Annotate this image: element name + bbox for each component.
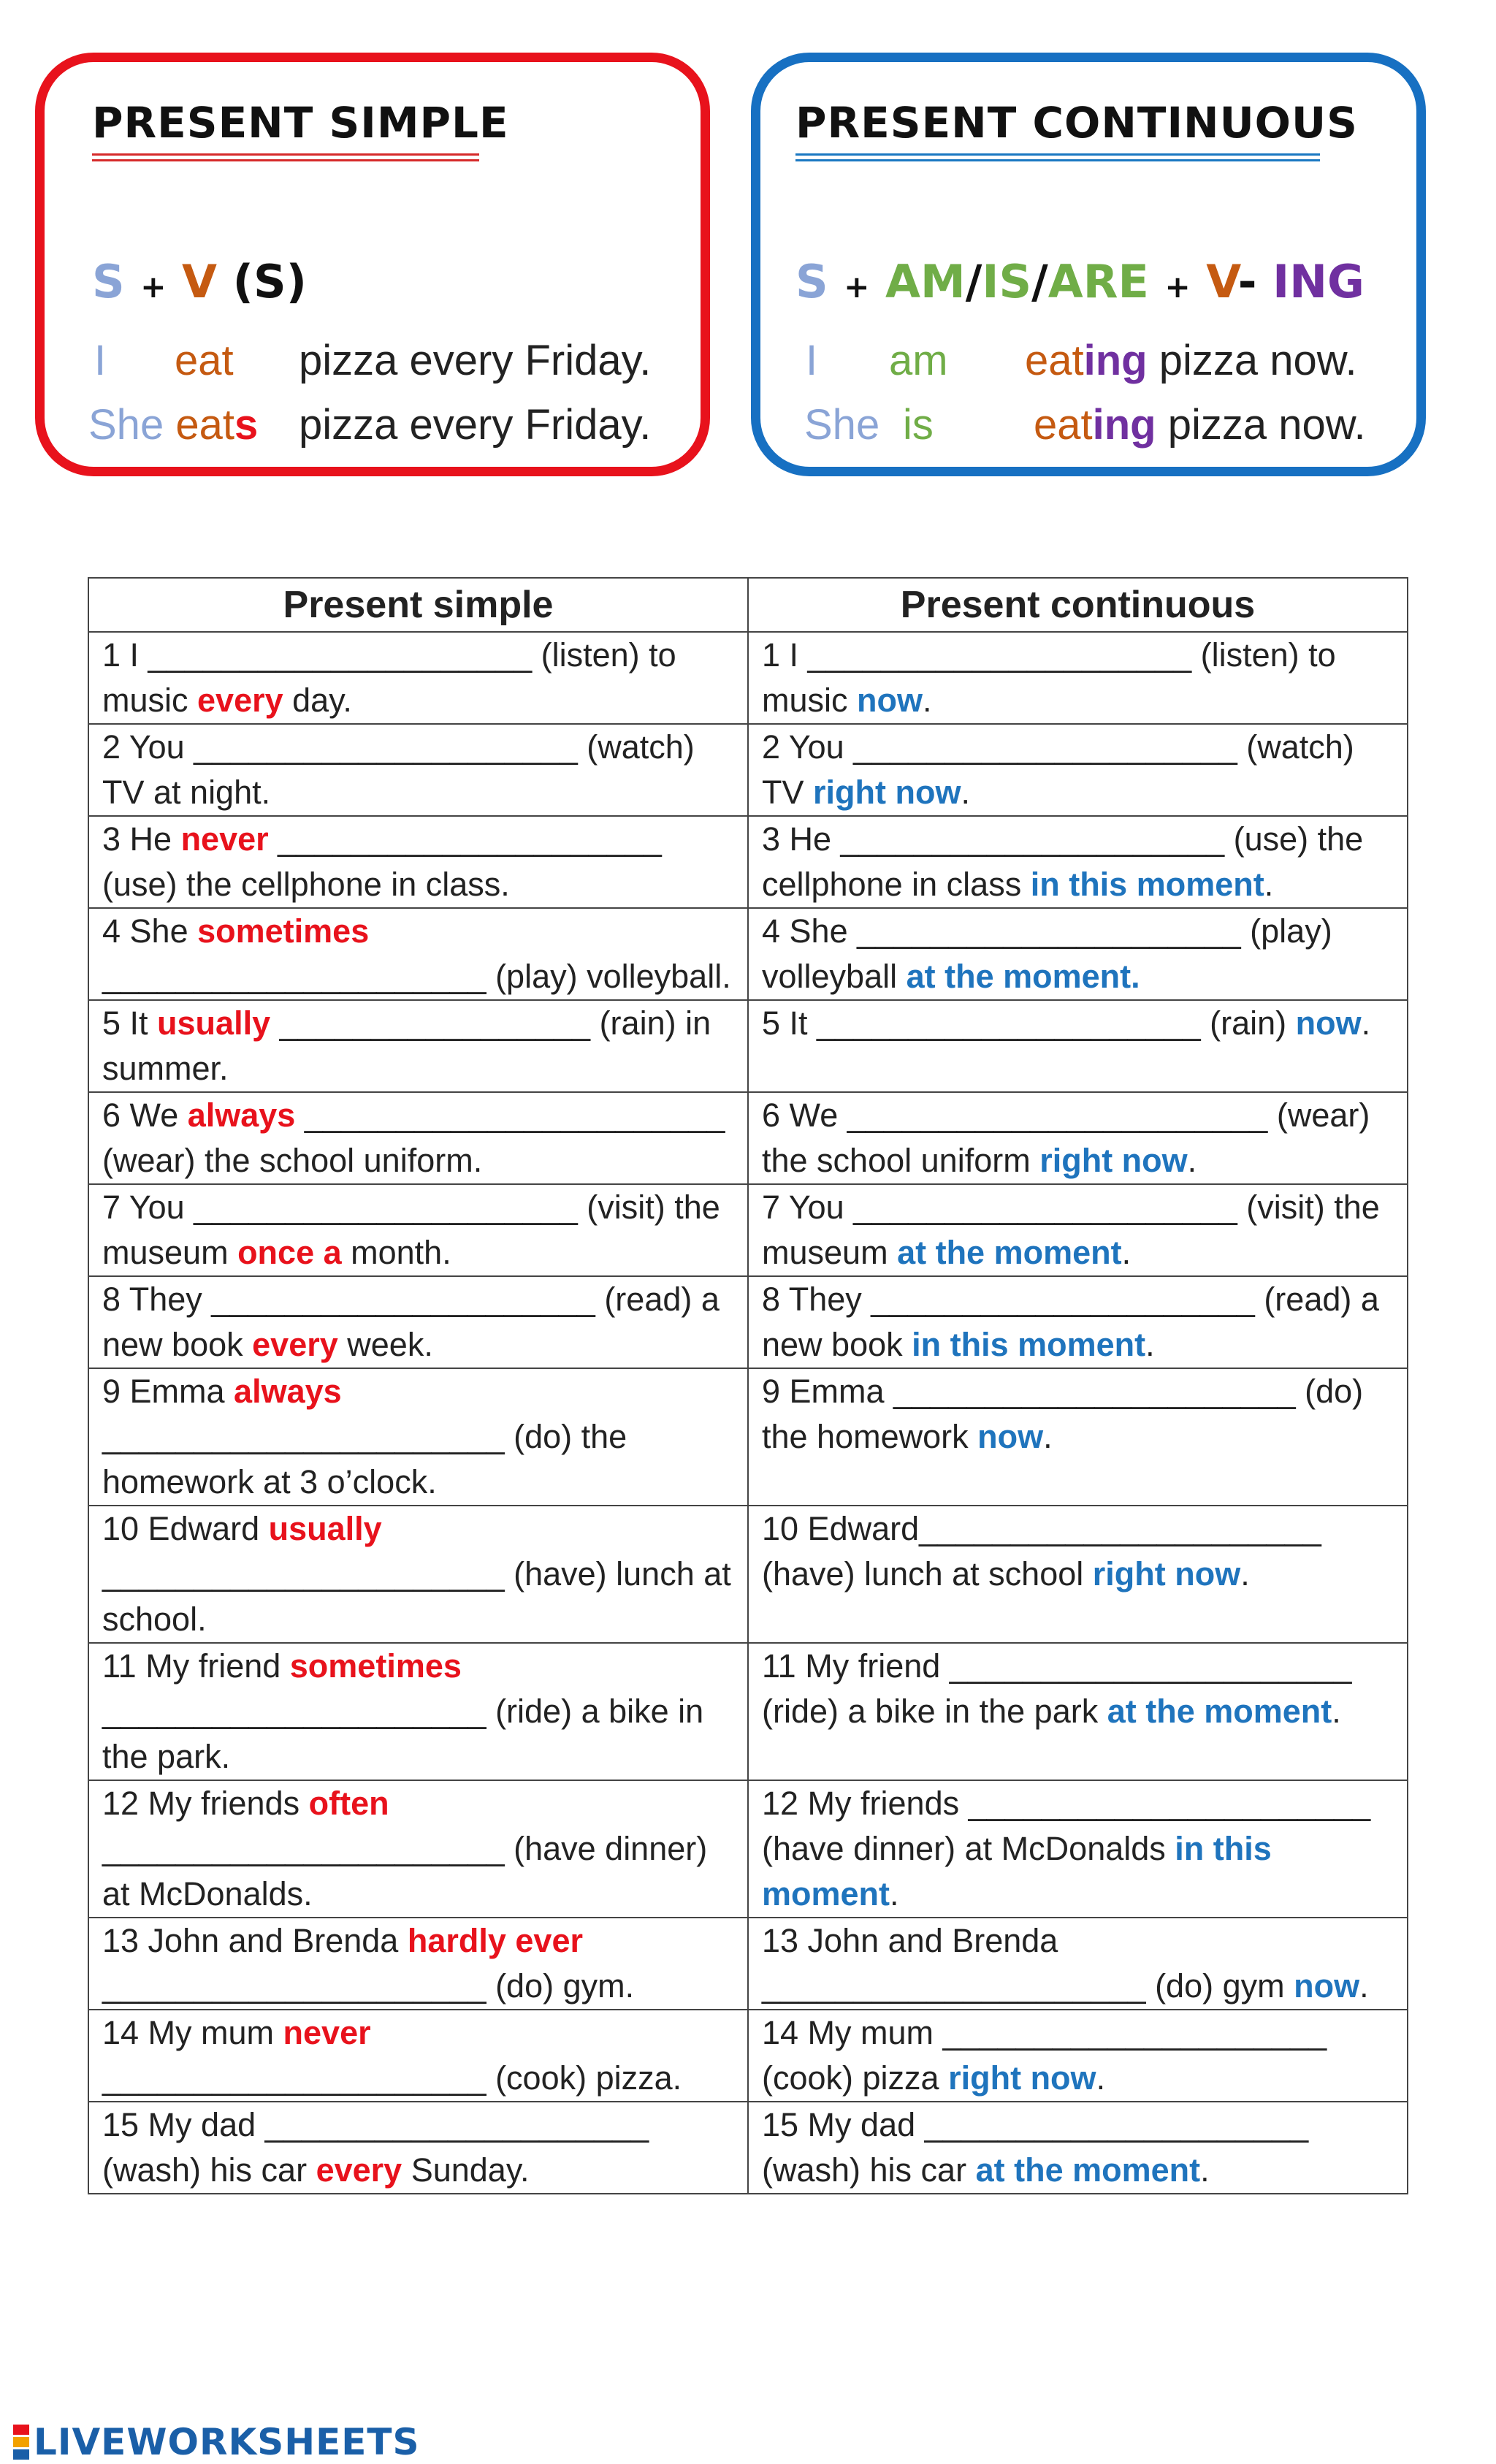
item-text: .	[1359, 1967, 1369, 2005]
present-simple-item[interactable]	[88, 1184, 748, 1276]
table-row	[88, 1506, 1408, 1643]
item-text: 4 She	[102, 912, 198, 950]
present-simple-item[interactable]	[88, 1643, 748, 1780]
item-text: 5 It _____________________ (rain)	[762, 1004, 1296, 1042]
item-text: .	[1187, 1142, 1197, 1179]
example-verb-ending: s	[234, 401, 259, 449]
item-text: 15 My dad _____________________ (wash) his car	[762, 2106, 1309, 2189]
time-keyword: at the moment	[1107, 1693, 1332, 1730]
example-rest: pizza every Friday.	[299, 401, 652, 449]
header-present-continuous: Present continuous	[748, 578, 1408, 632]
item-text: .	[961, 774, 970, 811]
item-text: 5 It	[102, 1004, 158, 1042]
present-continuous-item[interactable]	[748, 1000, 1408, 1092]
item-text: 9 Emma ______________________ (do) the homework	[762, 1373, 1364, 1455]
formula-is: IS	[982, 255, 1032, 308]
item-text: 1 I _____________________ (listen) to music	[762, 636, 1336, 719]
present-continuous-item[interactable]	[748, 1918, 1408, 2010]
present-simple-formula	[92, 255, 307, 308]
formula-dash: -	[1237, 255, 1257, 308]
present-continuous-item[interactable]	[748, 1276, 1408, 1368]
formula-ing: ING	[1272, 255, 1365, 308]
formula-plus: +	[1164, 269, 1191, 305]
item-text: 10 Edward______________________ (have) lunch at school	[762, 1510, 1321, 1593]
present-continuous-box	[751, 53, 1426, 476]
present-continuous-formula	[795, 255, 1365, 308]
frequency-keyword: never	[283, 2014, 371, 2051]
simple-example-2	[88, 401, 259, 449]
present-simple-item[interactable]	[88, 908, 748, 1000]
present-continuous-item[interactable]	[748, 1780, 1408, 1918]
frequency-keyword: every	[197, 682, 283, 719]
time-keyword: in this moment	[912, 1326, 1146, 1363]
present-simple-item[interactable]	[88, 816, 748, 908]
example-subject: She	[88, 401, 164, 449]
present-simple-item[interactable]	[88, 1918, 748, 2010]
time-keyword: right now	[1092, 1555, 1241, 1593]
table-row	[88, 1184, 1408, 1276]
present-continuous-item[interactable]	[748, 908, 1408, 1000]
present-simple-item[interactable]	[88, 632, 748, 724]
item-text: 11 My friend ______________________ (ride) a bike in the park	[762, 1647, 1352, 1730]
formula-are: ARE	[1047, 255, 1149, 308]
item-text: ______________________ (have dinner) at McDonalds.	[102, 1830, 708, 1912]
table-row	[88, 2102, 1408, 2194]
item-text: .	[1145, 1326, 1155, 1363]
item-text: 1 I _____________________ (listen) to music	[102, 636, 676, 719]
item-text: 8 They _____________________ (read) a new book	[102, 1281, 720, 1363]
formula-plus: +	[140, 269, 167, 305]
time-keyword: right now	[1039, 1142, 1188, 1179]
time-keyword: at the moment.	[906, 958, 1140, 995]
table-row	[88, 1276, 1408, 1368]
present-simple-item[interactable]	[88, 1506, 748, 1643]
item-text: day.	[283, 682, 352, 719]
example-verb: eat	[1025, 337, 1084, 384]
item-text: 13 John and Brenda	[102, 1922, 408, 1959]
frequency-keyword: every	[316, 2151, 402, 2189]
title-underline	[795, 159, 1320, 161]
item-text: 7 You _____________________ (visit) the museum	[102, 1189, 720, 1271]
item-text: 10 Edward	[102, 1510, 269, 1547]
present-simple-item[interactable]	[88, 724, 748, 816]
present-continuous-item[interactable]	[748, 1092, 1408, 1184]
frequency-keyword: always	[234, 1373, 342, 1410]
item-text: 2 You _____________________ (watch) TV at night.	[102, 728, 695, 811]
item-text: ______________________ (have) lunch at school.	[102, 1555, 731, 1638]
time-keyword: now	[977, 1418, 1044, 1455]
table-row	[88, 1918, 1408, 2010]
present-continuous-item[interactable]	[748, 1368, 1408, 1506]
present-simple-box	[35, 53, 710, 476]
frequency-keyword: sometimes	[289, 1647, 462, 1685]
present-continuous-item[interactable]	[748, 632, 1408, 724]
item-text: .	[1361, 1004, 1371, 1042]
item-text: 3 He	[102, 820, 181, 858]
table-row	[88, 724, 1408, 816]
continuous-example-2	[1034, 401, 1366, 449]
item-text: .	[1096, 2059, 1106, 2097]
item-text: 9 Emma	[102, 1373, 234, 1410]
item-text: _____________________ (ride) a bike in the park.	[102, 1693, 704, 1775]
present-simple-item[interactable]	[88, 1780, 748, 1918]
title-underline	[795, 153, 1320, 156]
example-subject: I	[806, 337, 818, 384]
table-row	[88, 1092, 1408, 1184]
present-continuous-title: PRESENT CONTINUOUS	[795, 98, 1358, 148]
item-text: Sunday.	[402, 2151, 530, 2189]
frequency-keyword: often	[308, 1785, 389, 1822]
frequency-keyword: every	[252, 1326, 338, 1363]
formula-suffix: (S)	[232, 255, 307, 308]
item-text: .	[1264, 866, 1274, 903]
table-row	[88, 1643, 1408, 1780]
exercise-table	[88, 577, 1408, 2194]
item-text: 8 They _____________________ (read) a new book	[762, 1281, 1379, 1363]
table-row	[88, 1780, 1408, 1918]
item-text: .	[1200, 2151, 1210, 2189]
formula-am: AM	[885, 255, 966, 308]
simple-example-1	[94, 337, 107, 384]
example-be: am	[889, 337, 948, 384]
formula-plus: +	[844, 269, 870, 305]
item-text: .	[1121, 1234, 1131, 1271]
item-text: 11 My friend	[102, 1647, 290, 1685]
table-row	[88, 908, 1408, 1000]
present-continuous-item[interactable]	[748, 1184, 1408, 1276]
example-ing: ing	[1083, 337, 1148, 384]
item-text: _____________________ (use) the cellphone in class.	[102, 820, 662, 903]
example-subject: I	[94, 337, 107, 384]
present-continuous-item[interactable]	[748, 1643, 1408, 1780]
example-rest: pizza now.	[1167, 401, 1366, 449]
frequency-keyword: sometimes	[197, 912, 370, 950]
present-continuous-item[interactable]	[748, 724, 1408, 816]
frequency-keyword: once a	[237, 1234, 342, 1271]
item-text: week.	[337, 1326, 433, 1363]
example-verb: eat	[175, 337, 234, 384]
present-continuous-item[interactable]	[748, 2010, 1408, 2102]
item-text: 2 You _____________________ (watch) TV	[762, 728, 1354, 811]
example-ing: ing	[1092, 401, 1156, 449]
present-simple-item[interactable]	[88, 1368, 748, 1506]
time-keyword: at the moment	[897, 1234, 1122, 1271]
formula-verb: V	[1206, 255, 1238, 308]
frequency-keyword: always	[187, 1096, 296, 1134]
formula-subject: S	[795, 255, 828, 308]
item-text: 6 We _______________________ (wear) the school uniform	[762, 1096, 1370, 1179]
formula-slash: /	[965, 255, 982, 308]
header-present-simple: Present simple	[88, 578, 748, 632]
item-text: _______________________ (wear) the school uniform.	[102, 1096, 725, 1179]
formula-subject: S	[92, 255, 125, 308]
item-text: 15 My dad _____________________ (wash) his car	[102, 2106, 649, 2189]
present-continuous-item[interactable]	[748, 2102, 1408, 2194]
example-rest: pizza now.	[1159, 337, 1357, 384]
item-text: .	[1332, 1693, 1341, 1730]
item-text: 14 My mum	[102, 2014, 283, 2051]
table-row	[88, 1000, 1408, 1092]
table-row	[88, 1368, 1408, 1506]
frequency-keyword: usually	[157, 1004, 271, 1042]
time-keyword: now	[1294, 1967, 1360, 2005]
present-simple-item[interactable]	[88, 1000, 748, 1092]
time-keyword: in this moment	[1030, 866, 1264, 903]
item-text: 4 She _____________________ (play) volleyball	[762, 912, 1332, 995]
time-keyword: in this moment	[762, 1830, 1272, 1912]
item-text: 12 My friends ______________________ (have dinner) at McDonalds	[762, 1785, 1371, 1867]
item-text: ______________________ (do) the homework at 3 o’clock.	[102, 1418, 627, 1500]
liveworksheets-logo-icon	[13, 2425, 29, 2460]
present-simple-item[interactable]	[88, 2010, 748, 2102]
item-text: _____________________ (play) volleyball.	[102, 958, 731, 995]
time-keyword: right now	[813, 774, 961, 811]
title-underline	[92, 153, 479, 156]
item-text: .	[890, 1875, 899, 1912]
item-text: _____________________ (cook) pizza.	[102, 2059, 682, 2097]
item-text: month.	[341, 1234, 451, 1271]
present-simple-title: PRESENT SIMPLE	[92, 98, 509, 148]
footer-brand	[13, 2421, 420, 2463]
item-text: _________________ (rain) in summer.	[102, 1004, 711, 1087]
item-text: 13 John and Brenda _____________________ (do) gym	[762, 1922, 1294, 2005]
table-row	[88, 2010, 1408, 2102]
item-text: 7 You _____________________ (visit) the museum	[762, 1189, 1380, 1271]
table-header-row	[88, 578, 1408, 632]
item-text: 3 He _____________________ (use) the cellphone in class	[762, 820, 1364, 903]
present-continuous-item[interactable]	[748, 1506, 1408, 1643]
present-simple-item[interactable]	[88, 2102, 748, 2194]
present-simple-item[interactable]	[88, 1276, 748, 1368]
item-text: .	[1043, 1418, 1053, 1455]
title-underline	[92, 159, 479, 161]
frequency-keyword: usually	[268, 1510, 382, 1547]
table-row	[88, 632, 1408, 724]
frequency-keyword: never	[180, 820, 269, 858]
present-simple-item[interactable]	[88, 1092, 748, 1184]
item-text: .	[923, 682, 932, 719]
example-rest: pizza every Friday.	[299, 337, 652, 384]
example-be: is	[903, 401, 934, 449]
continuous-example-1	[1025, 337, 1357, 384]
time-keyword: right now	[948, 2059, 1096, 2097]
time-keyword: now	[1295, 1004, 1362, 1042]
item-text: 14 My mum _____________________ (cook) pizza	[762, 2014, 1327, 2097]
formula-slash: /	[1031, 255, 1048, 308]
time-keyword: at the moment	[975, 2151, 1201, 2189]
frequency-keyword: hardly ever	[407, 1922, 583, 1959]
item-text: 12 My friends	[102, 1785, 309, 1822]
table-row	[88, 816, 1408, 908]
example-subject: She	[804, 401, 880, 449]
example-verb: eat	[1034, 401, 1093, 449]
brand-name: LIVEWORKSHEETS	[34, 2421, 420, 2463]
item-text: _____________________ (do) gym.	[102, 1967, 635, 2005]
present-continuous-item[interactable]	[748, 816, 1408, 908]
item-text: .	[1240, 1555, 1250, 1593]
time-keyword: now	[857, 682, 923, 719]
item-text: 6 We	[102, 1096, 188, 1134]
example-verb: eat	[175, 401, 234, 449]
formula-verb: V	[182, 255, 218, 308]
